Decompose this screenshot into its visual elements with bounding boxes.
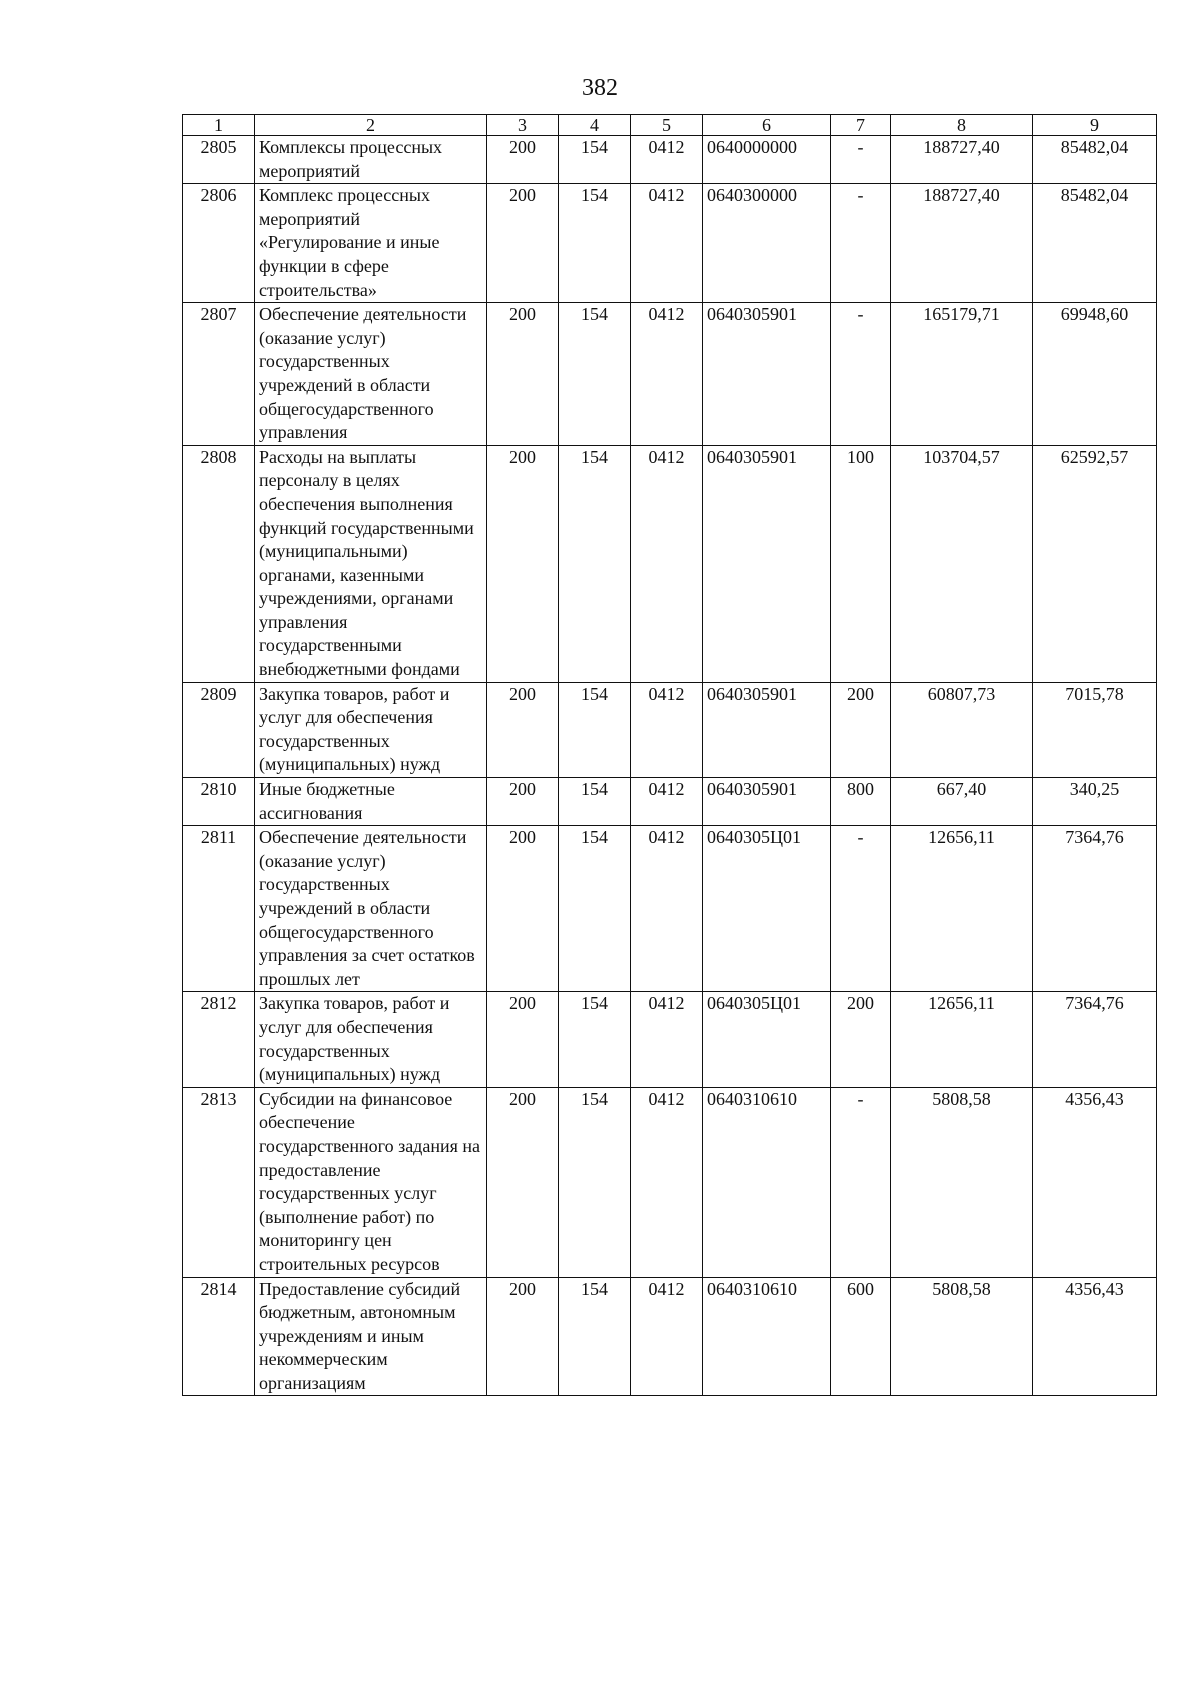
column-header: 2 <box>255 115 487 136</box>
row-col3-cell: 200 <box>487 303 559 446</box>
row-col7-cell: 200 <box>831 682 891 777</box>
row-code-cell: 0640305901 <box>703 445 831 682</box>
column-header: 9 <box>1033 115 1157 136</box>
row-amount-9-cell: 85482,04 <box>1033 184 1157 303</box>
row-col3-cell: 200 <box>487 682 559 777</box>
column-header: 6 <box>703 115 831 136</box>
row-name-cell: Обеспечение деятельности (оказание услуг) государственных учреждений в области общегосударственного управления <box>255 303 487 446</box>
row-name-cell: Закупка товаров, работ и услуг для обеспечения государственных (муниципальных) нужд <box>255 682 487 777</box>
table-row <box>183 682 1157 777</box>
column-header: 5 <box>631 115 703 136</box>
row-col3-cell: 200 <box>487 136 559 184</box>
row-code-cell: 0640305Ц01 <box>703 826 831 992</box>
row-code-cell: 0640310610 <box>703 1277 831 1396</box>
row-col3-cell: 200 <box>487 778 559 826</box>
budget-table <box>182 114 1157 1396</box>
table-row <box>183 445 1157 682</box>
row-amount-9-cell: 7364,76 <box>1033 992 1157 1087</box>
table-row <box>183 826 1157 992</box>
row-amount-9-cell: 69948,60 <box>1033 303 1157 446</box>
row-amount-8-cell: 60807,73 <box>891 682 1033 777</box>
table-row <box>183 1277 1157 1396</box>
row-col4-cell: 154 <box>559 682 631 777</box>
row-col5-cell: 0412 <box>631 1087 703 1277</box>
row-col3-cell: 200 <box>487 1277 559 1396</box>
column-header: 7 <box>831 115 891 136</box>
row-col5-cell: 0412 <box>631 445 703 682</box>
row-col3-cell: 200 <box>487 1087 559 1277</box>
row-amount-8-cell: 103704,57 <box>891 445 1033 682</box>
column-header: 1 <box>183 115 255 136</box>
row-col3-cell: 200 <box>487 826 559 992</box>
row-col7-cell: - <box>831 136 891 184</box>
row-number-cell: 2813 <box>183 1087 255 1277</box>
table-row <box>183 136 1157 184</box>
row-col5-cell: 0412 <box>631 992 703 1087</box>
row-code-cell: 0640310610 <box>703 1087 831 1277</box>
row-code-cell: 0640300000 <box>703 184 831 303</box>
row-amount-8-cell: 5808,58 <box>891 1087 1033 1277</box>
column-header: 3 <box>487 115 559 136</box>
row-amount-8-cell: 12656,11 <box>891 826 1033 992</box>
row-amount-9-cell: 7364,76 <box>1033 826 1157 992</box>
row-number-cell: 2810 <box>183 778 255 826</box>
row-col3-cell: 200 <box>487 992 559 1087</box>
column-header: 4 <box>559 115 631 136</box>
row-code-cell: 0640000000 <box>703 136 831 184</box>
row-number-cell: 2808 <box>183 445 255 682</box>
row-col4-cell: 154 <box>559 1087 631 1277</box>
row-col4-cell: 154 <box>559 136 631 184</box>
table-row <box>183 184 1157 303</box>
row-col4-cell: 154 <box>559 184 631 303</box>
row-col7-cell: - <box>831 826 891 992</box>
row-col4-cell: 154 <box>559 1277 631 1396</box>
row-code-cell: 0640305901 <box>703 303 831 446</box>
row-col4-cell: 154 <box>559 445 631 682</box>
row-code-cell: 0640305901 <box>703 778 831 826</box>
row-amount-9-cell: 340,25 <box>1033 778 1157 826</box>
row-col7-cell: - <box>831 303 891 446</box>
row-number-cell: 2812 <box>183 992 255 1087</box>
row-col4-cell: 154 <box>559 303 631 446</box>
row-amount-8-cell: 5808,58 <box>891 1277 1033 1396</box>
row-number-cell: 2805 <box>183 136 255 184</box>
row-number-cell: 2814 <box>183 1277 255 1396</box>
row-name-cell: Субсидии на финансовое обеспечение государственного задания на предоставление государственных услуг (выполнение работ) по мониторингу цен строительных ресурсов <box>255 1087 487 1277</box>
table-row <box>183 1087 1157 1277</box>
row-amount-9-cell: 4356,43 <box>1033 1277 1157 1396</box>
row-col5-cell: 0412 <box>631 778 703 826</box>
row-col5-cell: 0412 <box>631 826 703 992</box>
row-code-cell: 0640305Ц01 <box>703 992 831 1087</box>
row-col5-cell: 0412 <box>631 1277 703 1396</box>
row-col3-cell: 200 <box>487 445 559 682</box>
row-col4-cell: 154 <box>559 826 631 992</box>
row-col5-cell: 0412 <box>631 184 703 303</box>
page-number: 382 <box>582 75 618 101</box>
row-col4-cell: 154 <box>559 778 631 826</box>
row-col5-cell: 0412 <box>631 136 703 184</box>
table-row <box>183 992 1157 1087</box>
row-col5-cell: 0412 <box>631 682 703 777</box>
table-row <box>183 778 1157 826</box>
row-col4-cell: 154 <box>559 992 631 1087</box>
row-amount-9-cell: 7015,78 <box>1033 682 1157 777</box>
row-col7-cell: 600 <box>831 1277 891 1396</box>
row-number-cell: 2809 <box>183 682 255 777</box>
row-amount-9-cell: 4356,43 <box>1033 1087 1157 1277</box>
column-header: 8 <box>891 115 1033 136</box>
row-amount-8-cell: 188727,40 <box>891 136 1033 184</box>
row-col3-cell: 200 <box>487 184 559 303</box>
row-amount-8-cell: 12656,11 <box>891 992 1033 1087</box>
row-amount-8-cell: 188727,40 <box>891 184 1033 303</box>
row-name-cell: Иные бюджетные ассигнования <box>255 778 487 826</box>
row-col7-cell: 800 <box>831 778 891 826</box>
row-col7-cell: - <box>831 1087 891 1277</box>
row-name-cell: Предоставление субсидий бюджетным, автономным учреждениям и иным некоммерческим организациям <box>255 1277 487 1396</box>
row-code-cell: 0640305901 <box>703 682 831 777</box>
row-number-cell: 2807 <box>183 303 255 446</box>
row-col7-cell: 200 <box>831 992 891 1087</box>
table-header-row <box>183 115 1157 136</box>
row-amount-9-cell: 85482,04 <box>1033 136 1157 184</box>
row-col7-cell: - <box>831 184 891 303</box>
row-number-cell: 2811 <box>183 826 255 992</box>
row-col5-cell: 0412 <box>631 303 703 446</box>
row-amount-9-cell: 62592,57 <box>1033 445 1157 682</box>
row-name-cell: Обеспечение деятельности (оказание услуг) государственных учреждений в области общегосударственного управления за счет остатков прошлых лет <box>255 826 487 992</box>
table-row <box>183 303 1157 446</box>
row-name-cell: Расходы на выплаты персоналу в целях обеспечения выполнения функций государственными (муниципальными) органами, казенными учреждениями, органами управления государственными внебюджетными фондами <box>255 445 487 682</box>
row-name-cell: Закупка товаров, работ и услуг для обеспечения государственных (муниципальных) нужд <box>255 992 487 1087</box>
row-name-cell: Комплексы процессных мероприятий <box>255 136 487 184</box>
row-amount-8-cell: 165179,71 <box>891 303 1033 446</box>
row-col7-cell: 100 <box>831 445 891 682</box>
row-amount-8-cell: 667,40 <box>891 778 1033 826</box>
row-name-cell: Комплекс процессных мероприятий «Регулирование и иные функции в сфере строительства» <box>255 184 487 303</box>
row-number-cell: 2806 <box>183 184 255 303</box>
